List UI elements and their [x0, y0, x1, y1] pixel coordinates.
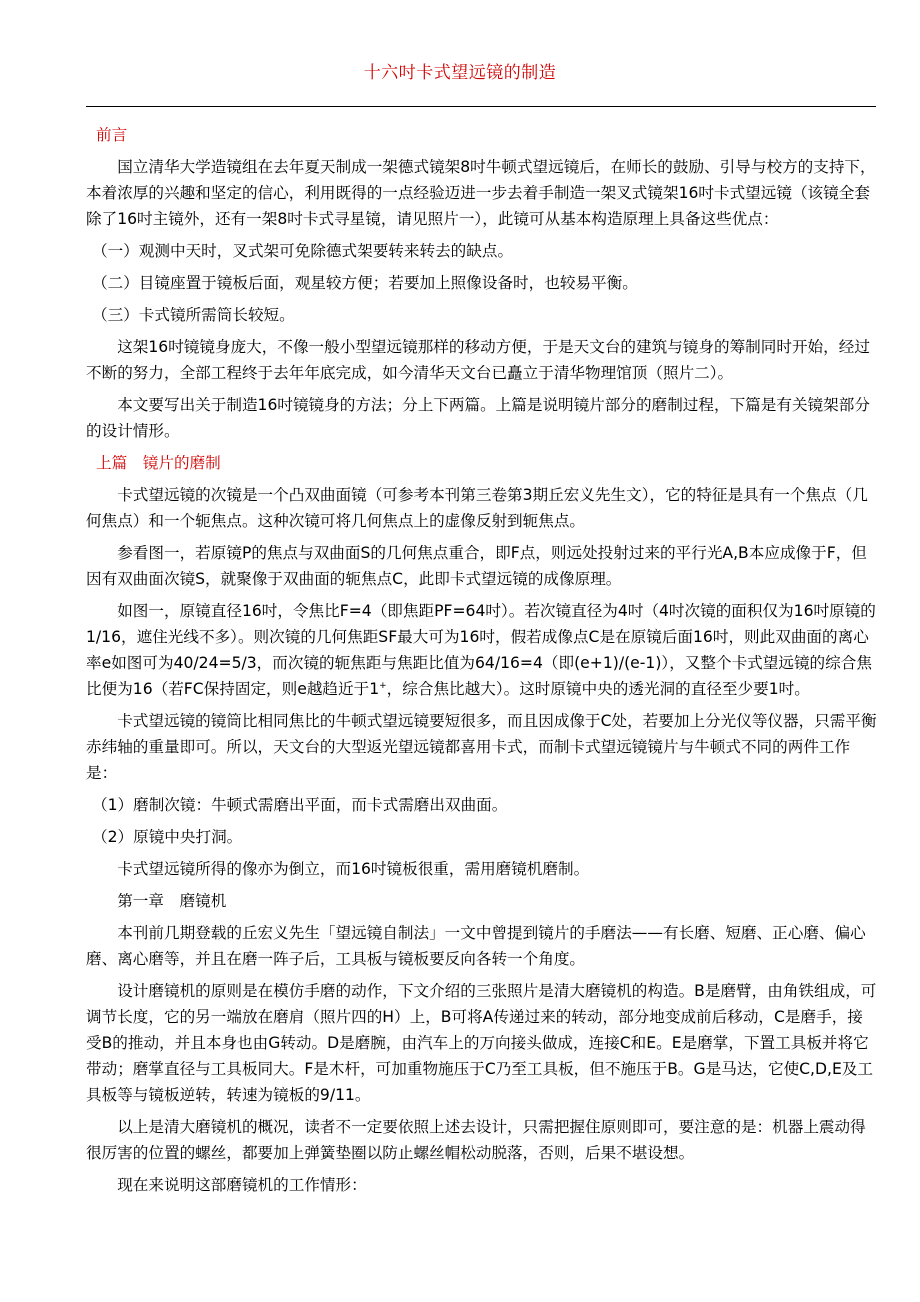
list-item: （三）卡式镜所需筒长较短。	[92, 306, 295, 324]
paragraph: 现在来说明这部磨镜机的工作情形：	[117, 1176, 367, 1194]
document-body	[86, 122, 878, 1204]
paragraph-text: ，综合焦比越大）。这时原镜中央的透光洞的直径至少要1吋。	[386, 680, 810, 698]
section-heading-preface: 前言	[96, 126, 128, 144]
section-heading-part1: 上篇 镜片的磨制	[96, 454, 221, 472]
paragraph: 卡式望远镜的镜筒比相同焦比的牛顿式望远镜要短很多，而且因成像于C处，若要加上分光仪等仪器，只需平衡赤纬轴的重量即可。所以，天文台的大型返光望远镜都喜用卡式，而制卡式望远镜镜片与牛顿式不同的两件工作是：	[86, 712, 877, 782]
chapter-heading: 第一章 磨镜机	[117, 892, 227, 910]
paragraph: 本文要写出关于制造16吋镜镜身的方法；分上下两篇。上篇是说明镜片部分的磨制过程，下篇是有关镜架部分的设计情形。	[86, 396, 870, 440]
list-item: （二）目镜座置于镜板后面，观星较方便；若要加上照像设备时，也较易平衡。	[92, 274, 638, 292]
superscript: +	[379, 680, 387, 691]
list-item: （一）观测中天时，叉式架可免除德式架要转来转去的缺点。	[92, 242, 514, 260]
paragraph: 卡式望远镜所得的像亦为倒立，而16吋镜板很重，需用磨镜机磨制。	[117, 860, 590, 878]
list-item: （2）原镜中央打洞。	[92, 828, 243, 846]
paragraph: 以上是清大磨镜机的概况，读者不一定要依照上述去设计，只需把握住原则即可，要注意的是：机器上震动得很厉害的位置的螺丝，都要加上弹簧垫圈以防止螺丝帽松动脱落，否则，后果不堪设想。	[86, 1118, 866, 1162]
paragraph: 这架16吋镜镜身庞大，不像一般小型望远镜那样的移动方便，于是天文台的建筑与镜身的筹制同时开始，经过不断的努力，全部工程终于去年年底完成，如今清华天文台已矗立于清华物理馆顶（照片二）。	[86, 338, 870, 382]
paragraph-text: 如图一，原镜直径16吋，令焦比F=4（即焦距PF=64吋）。若次镜直径为4吋（4吋次镜的面积仅为16吋原镜的1/16，遮住光线不多）。则次镜的几何焦距SF最大可为16吋，假若成像点C是在原镜后面16吋，则此双曲面的离心率e如图可为40/24=5/3，而次镜的轭焦距与焦距比值为64/16=4（即(e+1)/(e-1)），又整个卡式望远镜的综合焦比便为16（若FC保持固定，则e越趋近于1	[86, 602, 876, 698]
paragraph: 设计磨镜机的原则是在模仿手磨的动作，下文介绍的三张照片是清大磨镜机的构造。B是磨臂，由角铁组成，可调节长度，它的另一端放在磨肩（照片四的H）上，B可将A传递过来的转动，部分地变成前后移动，C是磨手，接受B的推动，并且本身也由G转动。D是磨腕，由汽车上的万向接头做成，连接C和E。E是磨掌，下置工具板并将它带动；磨掌直径与工具板同大。F是木杆，可加重物施压于C乃至工具板，但不施压于B。G是马达，它使C,D,E及工具板等与镜板逆转，转速为镜板的9/11。	[86, 982, 877, 1104]
title-divider	[86, 106, 876, 107]
paragraph: 本刊前几期登载的丘宏义先生「望远镜自制法」一文中曾提到镜片的手磨法——有长磨、短磨、正心磨、偏心磨、离心磨等，并且在磨一阵子后，工具板与镜板要反向各转一个角度。	[86, 924, 866, 968]
paragraph: 参看图一，若原镜P的焦点与双曲面S的几何焦点重合，即F点，则远处投射过来的平行光A,B本应成像于F，但因有双曲面次镜S，就聚像于双曲面的轭焦点C，此即卡式望远镜的成像原理。	[86, 544, 867, 588]
paragraph	[86, 598, 878, 702]
list-item: （1）磨制次镜：牛顿式需磨出平面，而卡式需磨出双曲面。	[92, 796, 508, 814]
paragraph: 卡式望远镜的次镜是一个凸双曲面镜（可参考本刊第三卷第3期丘宏义先生文），它的特征是具有一个焦点（几何焦点）和一个轭焦点。这种次镜可将几何焦点上的虚像反射到轭焦点。	[86, 486, 868, 530]
document-title: 十六吋卡式望远镜的制造	[363, 63, 557, 83]
paragraph: 国立清华大学造镜组在去年夏天制成一架德式镜架8吋牛顿式望远镜后，在师长的鼓励、引导与校方的支持下，本着浓厚的兴趣和坚定的信心，利用既得的一点经验迈进一步去着手制造一架叉式镜架16吋卡式望远镜（该镜全套除了16吋主镜外，还有一架8吋卡式寻星镜，请见照片一），此镜可从基本构造原理上具备这些优点：	[86, 158, 876, 228]
